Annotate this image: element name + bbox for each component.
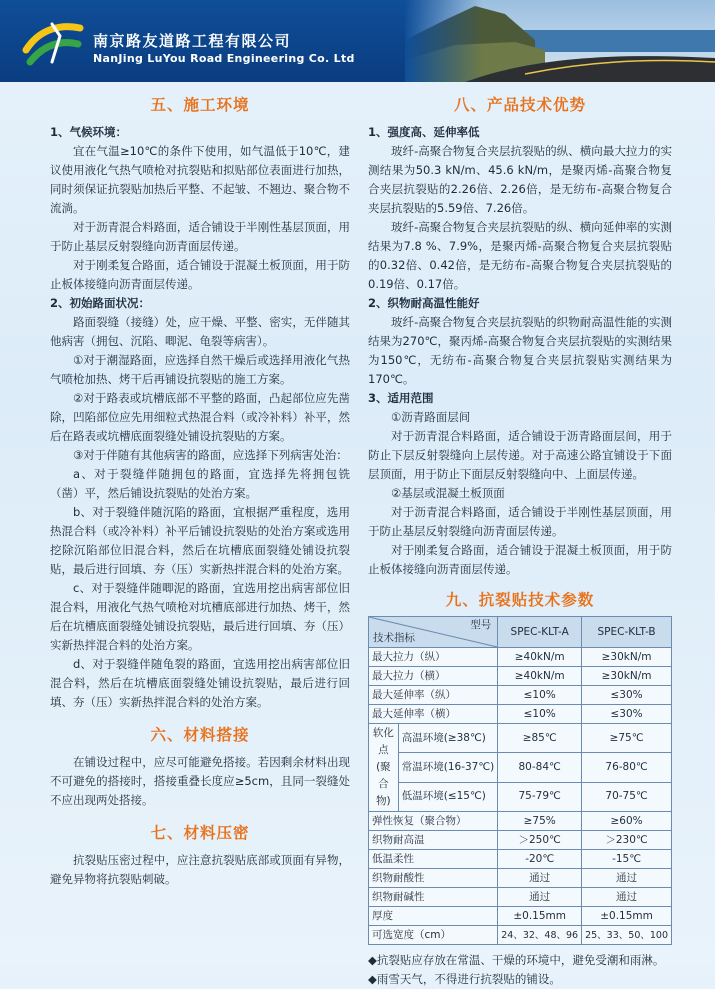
row-label: 最大拉力（纵） [369,648,498,667]
table-row [369,648,672,667]
cell-b: ≤30% [582,686,672,705]
paragraph: 玻纤-高聚合物复合夹层抗裂贴的纵、横向延伸率的实测结果为7.8 %、7.9%，是聚丙烯-高聚合物复合夹层抗裂贴的0.32倍、0.42倍，是无纺布-高聚合物复合夹层抗裂贴的0.19倍、0.17倍。 [368,220,672,291]
paragraph: 路面裂缝（接缝）处，应干燥、平整、密实，无伴随其他病害（拥包、沉陷、唧泥、龟裂等病害）。 [50,315,350,348]
row-label: 织物耐酸性 [369,869,498,888]
paragraph: 对于沥青混合料路面，适合铺设于半刚性基层顶面，用于防止基层反射裂缝向沥青面层传递。 [50,220,350,253]
cell-b: 通过 [582,869,672,888]
paragraph: 对于沥青混合料路面，适合铺设于半刚性基层顶面，用于防止基层反射裂缝向沥青面层传递。 [368,505,672,538]
paragraph: a、对于裂缝伴随拥包的路面，宜选择先将拥包铣（凿）平，然后铺设抗裂贴的处治方案。 [50,467,350,500]
table-row [369,831,672,850]
paragraph: 宜在气温≥10℃的条件下使用，如气温低于10℃，建议使用液化气热气喷枪对抗裂贴和拟贴部位表面进行加热，同时须保证抗裂贴加热后平整、不起皱、不翘边、聚合物不流淌。 [50,144,350,215]
section-title-material-overlap: 六、材料搭接 [150,726,250,744]
subsection-title: 2、织物耐高温性能好 [368,296,480,310]
paragraph: ③对于伴随有其他病害的路面，应选择下列病害处治： [73,448,348,462]
row-label: 织物耐高温 [369,831,498,850]
section-title-material-compaction: 七、材料压密 [150,824,250,842]
table-row [369,888,672,907]
cell-a: ≥85℃ [498,724,582,753]
cell-a: 24、32、48、96 [498,926,582,945]
paragraph: 在铺设过程中，应尽可能避免搭接。若因剩余材料出现不可避免的搭接时，搭接重叠长度应≥5cm，且同一裂缝处不应出现两处搭接。 [50,755,350,807]
cell-b: ＞230℃ [582,831,672,850]
table-row [369,907,672,926]
list-item: ②基层或混凝土板顶面 [391,486,505,500]
company-name-cn: 南京路友道路工程有限公司 [93,32,292,50]
subsection-title: 1、气候环境： [50,125,128,139]
table-row [369,782,672,811]
spec-table [368,616,672,945]
row-label: 可选宽度（cm） [369,926,498,945]
header-landscape-photo [405,0,715,82]
cell-b: ≥30kN/m [582,667,672,686]
table-header-row [369,617,672,648]
cell-a: 通过 [498,888,582,907]
cell-a: 75-79℃ [498,782,582,811]
paragraph: 对于刚柔复合路面，适合铺设于混凝土板顶面，用于防止板体接缝向沥青面层传递。 [368,543,672,576]
note: ◆雨雪天气，不得进行抗裂贴的铺设。 [368,972,561,986]
paragraph: ②对于路表或坑槽底部不平整的路面，凸起部位应先凿除，凹陷部位应先用细粒式热混合料（或冷补料）补平，然后在路表或坑槽底面裂缝处铺设抗裂贴的方案。 [50,391,350,443]
table-header-corner [369,617,498,648]
left-column [50,90,350,889]
cell-b: 25、33、50、100 [582,926,672,945]
paragraph: b、对于裂缝伴随沉陷的路面，宜根据严重程度，选用热混合料（或冷补料）补平后铺设抗裂贴的处治方案或选用挖除沉陷部位旧混合料，然后在坑槽底面裂缝处铺设抗裂贴，最后进行回填、夯（压）实新热拌混合料的处治方案。 [50,505,350,576]
cell-b: ≥60% [582,812,672,831]
cell-b: ±0.15mm [582,907,672,926]
row-label: 最大拉力（横） [369,667,498,686]
paragraph: 对于沥青混合料路面，适合铺设于沥青路面层间，用于防止下层反射裂缝向上层传递。对于高速公路宜铺设于下面层顶面，用于防止下面层反射裂缝向中、上面层传递。 [368,429,672,481]
cell-a: ≥75% [498,812,582,831]
table-row [369,850,672,869]
table-head-col-b: SPEC-KLT-B [582,617,672,648]
paragraph: ①对于潮湿路面，应选择自然干燥后或选择用液化气热气喷枪加热、烤干后再铺设抗裂贴的施工方案。 [50,353,350,386]
cell-b: 70-75℃ [582,782,672,811]
cell-a: 80-84℃ [498,753,582,782]
subsection-title: 3、适用范围 [368,391,434,405]
cell-a: ＞250℃ [498,831,582,850]
cell-a: -20℃ [498,850,582,869]
note: ◆抗裂贴应存放在常温、干燥的环境中，避免受潮和雨淋。 [368,953,665,967]
table-row [369,812,672,831]
table-row [369,705,672,724]
row-label: 低温环境(≤15℃) [398,782,498,811]
cell-b: 76-80℃ [582,753,672,782]
row-label: 最大延伸率（横） [369,705,498,724]
table-row [369,926,672,945]
cell-b: ≥30kN/m [582,648,672,667]
paragraph: 对于刚柔复合路面，适合铺设于混凝土板顶面，用于防止板体接缝向沥青面层传递。 [50,258,350,291]
paragraph: 玻纤-高聚合物复合夹层抗裂贴的织物耐高温性能的实测结果为270℃，聚丙烯-高聚合物复合夹层抗裂贴的实测结果为150℃，无纺布-高聚合物复合夹层抗裂贴实测结果为170℃。 [368,315,672,386]
cell-b: -15℃ [582,850,672,869]
company-logo-icon [22,18,84,68]
cell-a: ≤10% [498,705,582,724]
row-label: 常温环境(16-37℃) [398,753,498,782]
paragraph: 抗裂贴压密过程中，应注意抗裂贴底部或顶面有异物，避免异物将抗裂贴刺破。 [50,853,350,886]
subsection-title: 2、初始路面状况： [50,296,151,310]
table-row [369,753,672,782]
subsection-title: 1、强度高、延伸率低 [368,125,480,139]
row-label: 高温环境(≥38℃) [398,724,498,753]
row-label: 厚度 [369,907,498,926]
table-row [369,869,672,888]
table-row [369,724,672,753]
paragraph: c、对于裂缝伴随唧泥的路面，宜选用挖出病害部位旧混合料，用液化气热气喷枪对坑槽底部进行加热、烤干，然后在坑槽底面裂缝处铺设抗裂贴，最后进行回填、夯（压）实新热拌混合料的处治方案。 [50,581,350,652]
list-item: ①沥青路面层间 [391,410,471,424]
row-label: 低温柔性 [369,850,498,869]
company-name-en: NanJing LuYou Road Engineering Co. Ltd [93,52,355,65]
section-title-construction-env: 五、施工环境 [150,96,250,114]
cell-b: ≥75℃ [582,724,672,753]
paragraph: 玻纤-高聚合物复合夹层抗裂贴的纵、横向最大拉力的实测结果为50.3 kN/m、45.6 kN/m，是聚丙烯-高聚合物复合夹层抗裂贴的2.26倍、2.26倍，是无纺布-高聚合物复合夹层抗裂贴的5.59倍、7.26倍。 [368,144,672,215]
table-head-model: 型号 [470,619,492,631]
table-row [369,667,672,686]
row-label: 最大延伸率（纵） [369,686,498,705]
cell-a: ≥40kN/m [498,667,582,686]
table-head-col-a: SPEC-KLT-A [498,617,582,648]
right-column [368,90,672,989]
section-title-product-advantages: 八、产品技术优势 [453,96,586,114]
row-label: 织物耐碱性 [369,888,498,907]
table-row [369,686,672,705]
row-label: 弹性恢复（聚合物） [369,812,498,831]
section-title-tech-params: 九、抗裂贴技术参数 [445,591,595,609]
cell-a: ≥40kN/m [498,648,582,667]
cell-a: 通过 [498,869,582,888]
paragraph: d、对于裂缝伴随龟裂的路面，宜选用挖出病害部位旧混合料，然后在坑槽底面裂缝处铺设抗裂贴，最后进行回填、夯（压）实新热拌混合料的处治方案。 [50,657,350,709]
cell-b: ≤30% [582,705,672,724]
cell-a: ±0.15mm [498,907,582,926]
header-banner [0,0,715,82]
cell-a: ≤10% [498,686,582,705]
cell-b: 通过 [582,888,672,907]
row-group-label: 软化点(聚合物) [369,724,399,812]
table-head-index: 技术指标 [373,632,415,644]
